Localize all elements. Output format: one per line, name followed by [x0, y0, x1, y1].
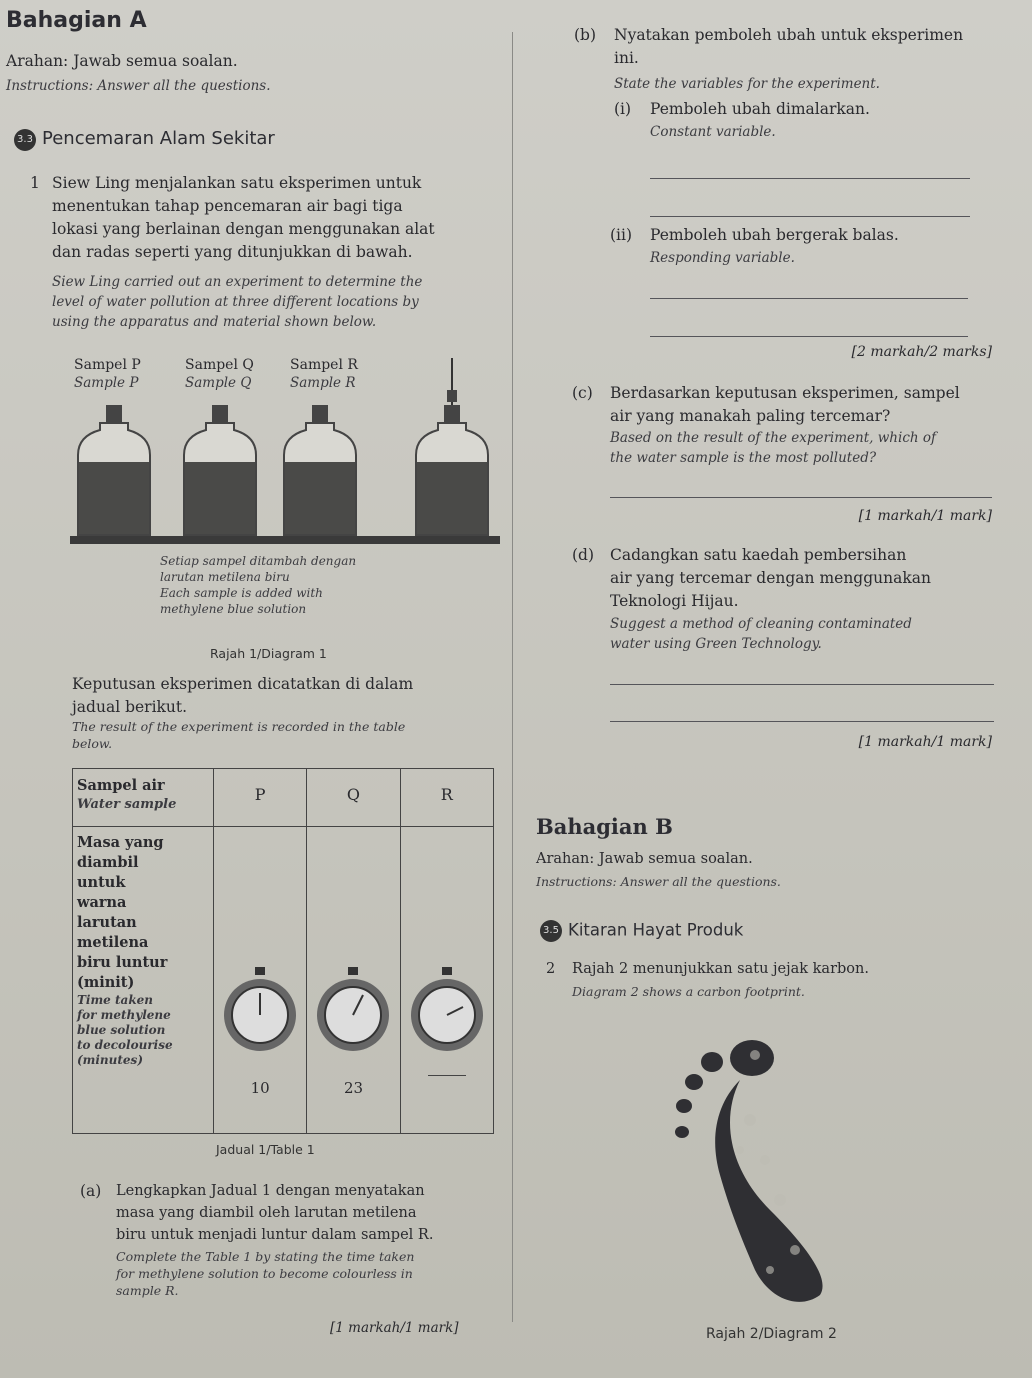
table-cell-q: [307, 827, 400, 1134]
q1d-label: (d): [572, 546, 595, 564]
table-1: [72, 768, 494, 1134]
q1c-answer-line[interactable]: [610, 497, 992, 498]
topic-badge: 3.5: [540, 920, 562, 942]
diagram-1-bottles: [70, 350, 500, 550]
q1b-i-en: Constant variable.: [650, 124, 776, 140]
topic-title: Kitaran Hayat Produk: [568, 920, 744, 940]
q2-stem-ms: Rajah 2 menunjukkan satu jejak karbon.: [572, 961, 869, 977]
table-cell-r: [400, 827, 493, 1134]
q1a-label: (a): [80, 1182, 102, 1200]
time-q: 23: [343, 1079, 364, 1097]
bottle-r: [284, 405, 356, 535]
result-intro-en: The result of the experiment is recorded in the table below.: [72, 719, 406, 751]
q2-stem-en: Diagram 2 shows a carbon footprint.: [572, 984, 805, 999]
q1a-marks: [1 markah/1 mark]: [330, 1320, 459, 1336]
section-b-instruction-ms: Arahan: Jawab semua soalan.: [536, 851, 753, 867]
q1a-text-en: Complete the Table 1 by stating the time taken for methylene solution to become colourless in sample R.: [116, 1249, 415, 1298]
section-a-instruction-en: Instructions: Answer all the questions.: [6, 78, 271, 94]
table-col-p: P: [214, 769, 307, 827]
carbon-footprint-icon: [660, 1010, 880, 1310]
table-col-r: R: [400, 769, 493, 827]
column-divider: [512, 32, 513, 1322]
table-1-caption: Jadual 1/Table 1: [216, 1142, 315, 1157]
sample-r-label: Sampel R Sample R: [290, 357, 358, 391]
q2-number: 2: [546, 961, 556, 977]
topic-badge: 3.3: [14, 129, 36, 151]
q1b-text-en: State the variables for the experiment.: [614, 76, 880, 92]
sample-p-label: Sampel P Sample P: [74, 357, 141, 391]
q1b-ii-label: (ii): [610, 226, 633, 244]
bottle-with-dropper: [416, 405, 488, 535]
shelf: [70, 536, 500, 544]
result-intro-ms: Keputusan eksperimen dicatatkan di dalam jadual berikut.: [72, 675, 414, 716]
table-cell-p: [214, 827, 307, 1134]
q1b-i-label: (i): [614, 100, 632, 118]
bottle-q: [184, 405, 256, 535]
section-a-instruction-ms: Arahan: Jawab semua soalan.: [6, 52, 238, 70]
q1b-ii-answer-line-2[interactable]: [650, 336, 968, 337]
section-b-instruction-en: Instructions: Answer all the questions.: [536, 874, 781, 889]
q1b-marks: [2 markah/2 marks]: [851, 344, 992, 360]
time-p: 10: [250, 1079, 270, 1097]
stopwatch-icon: [220, 967, 300, 1057]
diagram-2-caption: Rajah 2/Diagram 2: [706, 1326, 837, 1342]
section-b-title: Bahagian B: [536, 814, 673, 839]
table-row-label: Masa yang diambil untuk warna larutan metilena biru luntur (minit) Time taken for methylene blue solution to decolourise (minutes): [73, 827, 214, 1134]
q1-number: 1: [30, 174, 40, 192]
stopwatch-icon: [313, 967, 393, 1057]
q1d-marks: [1 markah/1 mark]: [858, 734, 992, 750]
topic-title: Pencemaran Alam Sekitar: [42, 128, 275, 149]
q1d-answer-line-2[interactable]: [610, 721, 994, 722]
q1d-answer-line-1[interactable]: [610, 684, 994, 685]
q1b-i-ms: Pemboleh ubah dimalarkan.: [650, 100, 870, 118]
q1b-label: (b): [574, 26, 597, 44]
section-a-topic: [14, 128, 275, 151]
q1b-text-ms: Nyatakan pemboleh ubah untuk eksperimen ini.: [614, 26, 964, 67]
table-header-cell: Sampel air Water sample: [73, 769, 214, 827]
time-r-answer[interactable]: [402, 1075, 492, 1093]
bottle-p: [78, 405, 150, 535]
q1b-ii-ms: Pemboleh ubah bergerak balas.: [650, 226, 899, 244]
q1-stem-ms: Siew Ling menjalankan satu eksperimen untuk menentukan tahap pencemaran air bagi tiga lokasi yang berlainan dengan menggunakan alat dan radas seperti yang ditunjukkan di bawah.: [52, 174, 435, 261]
q1d-text-ms: Cadangkan satu kaedah pembersihan air yang tercemar dengan menggunakan Teknologi Hijau.: [610, 546, 931, 610]
q1c-text-en: Based on the result of the experiment, which of the water sample is the most polluted?: [610, 430, 936, 466]
q1c-label: (c): [572, 384, 593, 402]
q1a-text-ms: Lengkapkan Jadual 1 dengan menyatakan masa yang diambil oleh larutan metilena biru untuk menjadi luntur dalam sampel R.: [116, 1183, 434, 1243]
diagram-1-caption: Rajah 1/Diagram 1: [210, 646, 327, 661]
q1b-ii-answer-line-1[interactable]: [650, 298, 968, 299]
stopwatch-icon: [407, 967, 487, 1057]
diagram-note: Setiap sampel ditambah dengan larutan metilena biru Each sample is added with methylene blue solution: [160, 554, 357, 616]
q1b-ii-en: Responding variable.: [650, 250, 795, 266]
q1b-i-answer-line-2[interactable]: [650, 216, 970, 217]
table-col-q: Q: [307, 769, 400, 827]
q1b-i-answer-line-1[interactable]: [650, 178, 970, 179]
q1d-text-en: Suggest a method of cleaning contaminated water using Green Technology.: [610, 616, 912, 652]
sample-q-label: Sampel Q Sample Q: [185, 357, 254, 391]
q1c-text-ms: Berdasarkan keputusan eksperimen, sampel air yang manakah paling tercemar?: [610, 384, 960, 425]
q1c-marks: [1 markah/1 mark]: [858, 508, 992, 524]
q1-stem-en: Siew Ling carried out an experiment to determine the level of water pollution at three different locations by using the apparatus and material shown below.: [52, 274, 423, 330]
section-b-topic: [540, 920, 743, 942]
section-a-title: Bahagian A: [6, 8, 147, 33]
